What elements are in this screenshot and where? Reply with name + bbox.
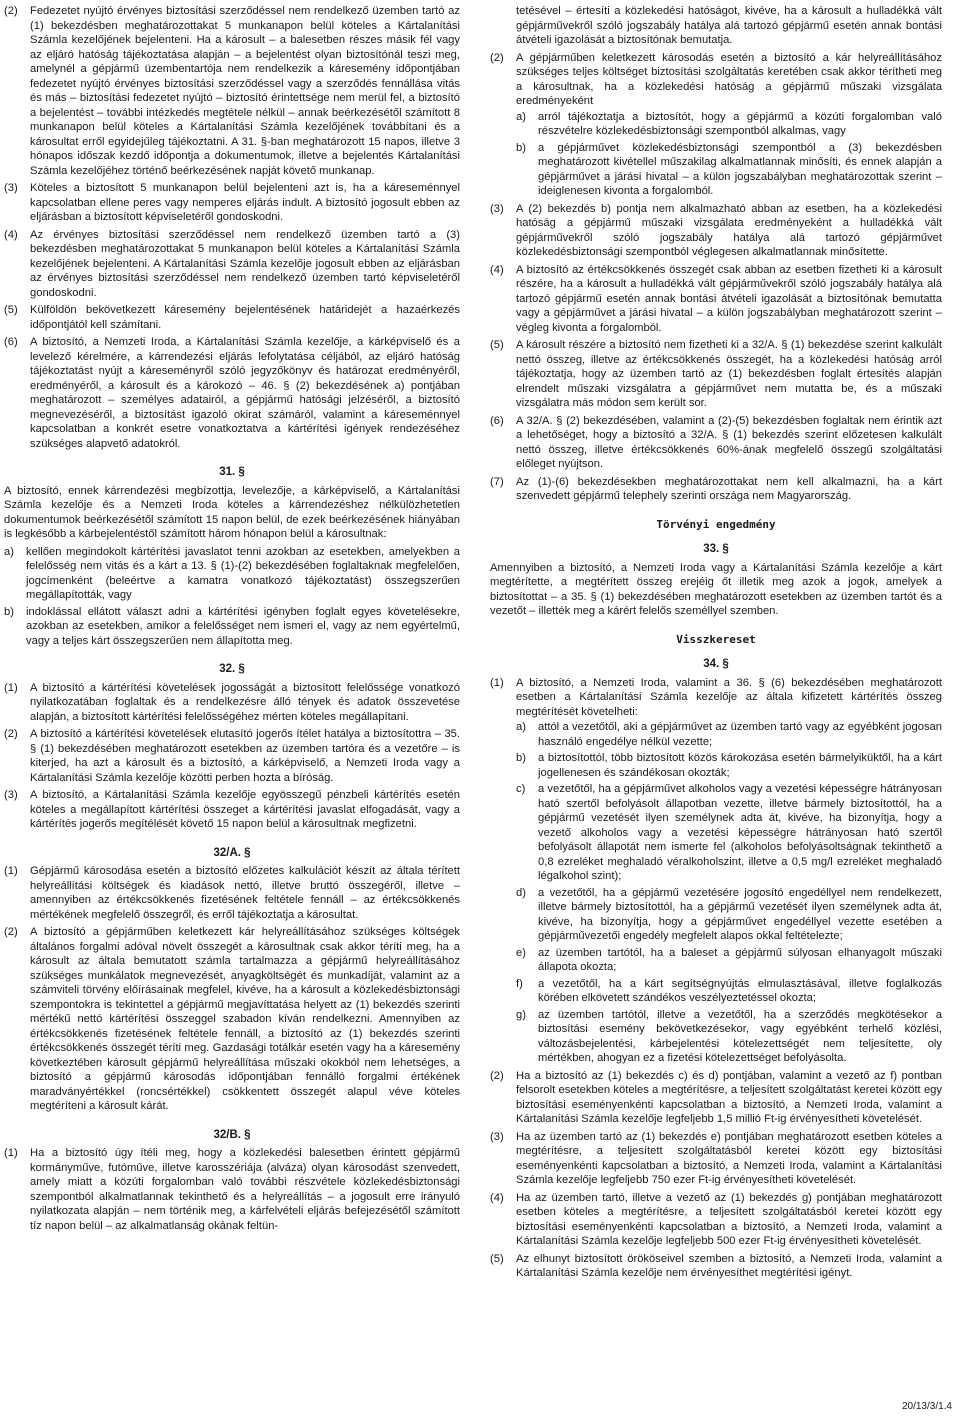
item-number: (6) — [490, 414, 504, 427]
item-text: A biztosító az értékcsökkenés összegét csak abban az esetben fizetheti ki a károsult részére, ha a károsult a hulladékká vált gépjárművekről szóló jogszabály hatálya alá tartozó gépjármű esetén annak bontási átvételi igazolását a biztosítónak bemutatta vagy a gépjárművet a járási hivatal – a külön jogszabályban meghatározott szerint – végleg kivonta a forgalomból. — [516, 263, 942, 334]
item-number: (1) — [4, 1147, 18, 1159]
section-heading-32: 32. § — [219, 663, 245, 675]
sub-item-letter: g) — [516, 1008, 526, 1021]
sub-item-text: a gépjárművet közlekedésbiztonsági szempontból a (3) bekezdésben meghatározott kivétellel műszakilag alkalmatlannak minősíti, és ennek alapján a gépjárművet a járási hivatal – a külön jogszabályban meghatározottak szerint – ideiglenesen kivonta a forgalomból. — [538, 141, 942, 197]
item-text: A biztosító, a Nemzeti Iroda, valamint a 36. § (6) bekezdésében meghatározott esetben a Kártalanítási Számla kezelője az általa kifizetett kártérítés összeg megtérítését követelheti: — [516, 676, 942, 718]
section-heading-31: 31. § — [219, 466, 245, 478]
item-number: (5) — [490, 339, 504, 351]
sub-item-text: az üzemben tartótól, ha a baleset a gépjármű súlyosan elhanyagolt műszaki állapota okozta; — [538, 946, 942, 973]
sub-item-text: az üzemben tartótól, illetve a vezetőtől, ha a szerződés megkötésekor a biztosítási esemény bekövetkezésekor, vagy egyébként terhelő közlési, változásbejelentési, kárbejelentési kötelezettségét nem teljesítette, oly mértékben, ahogyan ez a fizetési kötelezettséget befolyásolta. — [538, 1008, 942, 1064]
item-text: A (2) bekezdés b) pontja nem alkalmazható abban az esetben, ha a közlekedési hatóság a gépjármű műszaki vizsgálata eredményeként a hulladékká vált gépjárművekről szóló jogszabály hatálya alá tartozó gépjárművet közlekedésbiztonsági szempontból véglegesen alkalmatlannak minősítette. — [516, 202, 942, 258]
sub-item — [516, 751, 942, 780]
sub-item-text: a vezetőtől, ha a gépjárművet alkoholos vagy a vezetési képességre hátrányosan ható szertől befolyásolt állapotban vezette, illetve bármely biztosítottól, ha a gépjármű vezetését ilyen személynek adta át, kivéve, ha bizonyítja, hogy a vezető alkoholos vagy a vezetési képességre hátrányosan ható szertől befolyásolt állapotát nem ismerte fel (alkoholos befolyásoltságnak tekinthető a 0,8 ezreléket meghaladó véralkoholszint, illetve a 0,5 mg/l ezreléket meghaladó légalkohol szint); — [538, 783, 942, 882]
paragraph-item — [490, 676, 942, 1066]
item-number: (3) — [490, 1130, 504, 1143]
sub-item — [516, 110, 942, 139]
sub-item-letter: b) — [516, 141, 526, 154]
sub-item — [516, 886, 942, 944]
item-text: Fedezetet nyújtó érvényes biztosítási szerződéssel nem rendelkező üzemben tartó az (1) bekezdésben meghatározottakat 5 munkanapon belül köteles a Kártalanítási Számla kezelőjének bejelenteni. Ha a károsult – a balesetben részes másik fél vagy az eljáró hatóság tájékoztatása alapján – a bejelentést olyan biztosítónál teszi meg, amelynél a gépjármű üzembentartója nem rendelkezik a káresemény időpontjában fedezetet nyújtó érvényes biztosítási szerződéssel vagy a szerződés fennállása vitás és más – biztosítási fedezetet nyújtó – biztosító érintettsége nem merül fel, a biztosító a bejelentést – további intézkedés megtétele nélkül – annak beérkezésétől számított 8 munkanapon belül köteles a Kártalanítási Számla kezelőjének továbbítani és a károsultat erről egyidejűleg tájékoztatni. A 31. §-ban meghatározott 15 napos, illetve 3 hónapos időszak kezdő időpontja a dokumentumok, illetve a bejelentés Kártalanítási Számla kezelőjéhez történő beérkezésének napját követő munkanap. — [30, 5, 460, 177]
paragraph-item — [4, 681, 460, 725]
item-text: A károsult részére a biztosító nem fizetheti ki a 32/A. § (1) bekezdése szerint kalkulált nettó összeg, illetve az értékcsökkenés összegét, ha a közlekedési hatóság arról tájékoztatja, hogy az üzemben tartó az (1) bekezdésben foglalt értesítés alapján elrendelt műszaki vizsgálatra a gépjárművet nem mutatta be, és a műszaki vizsgálatra más módon sem került sor. — [516, 339, 942, 409]
sub-item — [516, 720, 942, 749]
sub-item-text: kellően megindokolt kártérítési javaslatot tenni azokban az esetekben, amelyekben a felelősség nem vitás és a kárt a 13. § (1)-(2) bekezdésében foglaltaknak megfelelően, jogcímenként (beleértve a kamatra vonatkozó tájékoztatást) összegszerűen megállapították, vagy — [26, 545, 460, 601]
paragraph-item — [4, 788, 460, 832]
paragraph-item — [4, 1146, 460, 1233]
sub-item-text: a biztosítottól, több biztosított közös károkozása esetén bármelyiküktől, ha a kárt jogellenesen és szándékosan okozták; — [538, 752, 942, 779]
item-number: (2) — [4, 926, 18, 938]
page-code: 20/13/3/1.4 — [901, 1400, 952, 1412]
item-text: Ha a biztosító az (1) bekezdés c) és d) pontjában, valamint a vezető az f) pontban felsorolt esetekben köteles a megtérítésre, a teljesített szolgáltatást keretei között egy biztosítási eseményenkénti kapcsolatban a biztosító, a Nemzeti Iroda, valamint a Kártalanítási Számla kezelője legfeljebb 1,5 millió Ft-ig érvényesítheti követelését. — [516, 1069, 942, 1125]
paragraph-item — [4, 925, 460, 1114]
sub-item-letter: a) — [516, 110, 526, 123]
item-number: (5) — [490, 1252, 504, 1265]
item-number: (1) — [4, 865, 18, 877]
paragraph-item — [4, 864, 460, 922]
subtitle-visszkereset: Visszkereset — [676, 632, 756, 646]
item-number: (1) — [490, 676, 504, 689]
item-text: A gépjárműben keletkezett károsodás esetén a biztosító a kár helyreállításához szükséges teljes költséget biztosítási szolgáltatás keretében csak akkor térítheti meg a károsultnak, ha a közlekedési hatóság a gépjármű műszaki vizsgálata eredményeként — [516, 51, 942, 107]
paragraph-item — [490, 1130, 942, 1188]
section-heading-32b: 32/B. § — [213, 1128, 251, 1141]
item-text: Gépjármű károsodása esetén a biztosító előzetes kalkulációt készít az általa térített helyreállítási költségek és kiadások nettó, illetve bruttó összegéről, illetve – amennyiben az értékcsökkenés fizetésének feltétele fennáll – az értékcsökkenés mértékének megfelelő összegről, és erről tájékoztatja a károsultat. — [30, 865, 460, 921]
sub-item-letter: b) — [516, 752, 526, 764]
sub-item-letter: c) — [516, 783, 526, 795]
paragraph-item — [490, 51, 942, 199]
left-column — [4, 4, 460, 1236]
right-column — [490, 4, 942, 1284]
sub-item-text: a vezetőtől, ha a gépjármű vezetésére jogosító engedéllyel nem rendelkezett, illetve bármely biztosítottól, ha a gépjármű vezetését ilyen személynek adta át, kivéve, ha bizonyítja, hogy a gépjárművet engedéllyel vezette esetében a gépjárművezetői engedély megfelelt alapos okkal feltételezte; — [538, 886, 942, 942]
paragraph-item — [490, 202, 942, 260]
sub-item-text: arról tájékoztatja a biztosítót, hogy a gépjármű a közúti forgalomban való részvételre közlekedésbiztonsági szempontból alkalmas, vagy — [538, 110, 942, 137]
paragraph-item — [4, 228, 460, 301]
item-number: (3) — [4, 789, 18, 801]
sub-item — [4, 545, 460, 603]
sub-item-letter: b) — [4, 605, 14, 618]
sub-item — [4, 605, 460, 649]
item-number: (4) — [490, 263, 504, 276]
sub-list — [516, 720, 942, 1066]
sub-item-text: indoklással ellátott választ adni a kártérítési igényben foglalt egyes követelésekre, azokban az esetekben, amikor a felelősséget nem ismeri el, vagy az nem egyértelmű, vagy a teljes kárt összegszerűen nem állapította meg. — [26, 605, 460, 647]
item-number: (2) — [4, 728, 18, 740]
item-text: A biztosító a kártérítési követelések jogosságát a biztosított felelőssége vonatkozó nyilatkozatában foglaltak és a rendelkezésre álló tények és adatok összevetése alapján, a biztosított kártérítési felelősségéhez mérten köteles megállapítani. — [30, 681, 460, 723]
sub-item-letter: d) — [516, 886, 526, 899]
item-number: (5) — [4, 304, 18, 316]
subtitle-torvenyi-engedmeny: Törvényi engedmény — [656, 517, 776, 531]
sub-item-letter: f) — [516, 977, 523, 990]
item-text: A biztosító a kártérítési követelések elutasító jogerős ítélet hatálya a biztosítottra – 35. § (1) bekezdésében meghatározott esetekben az üzemben tartóra és a vezetőre – is kiterjed, ha azt a károsult és a biztosító, a kárképviselő, a Nemzeti Iroda vagy a Kártalanítási Számla kezelője közötti perben hozta a bíróság. — [30, 728, 460, 784]
item-number: (1) — [4, 681, 18, 694]
paragraph-item — [490, 263, 942, 336]
item-text: A biztosító, a Kártalanítási Számla kezelője egyösszegű pénzbeli kártérítés esetén köteles a megállapított kártérítési összeget a kártérítési javaslat elfogadását, vagy a kártérítés jogerős megítélését követő 15 napon belül a károsultnak megfizetni. — [30, 789, 460, 830]
sub-item — [516, 141, 942, 199]
paragraph-item — [4, 335, 460, 451]
paragraph-item — [490, 414, 942, 472]
item-text: Külföldön bekövetkezett káresemény bejelentésének határidejét a hazaérkezés időpontjától kell számítani. — [30, 304, 460, 331]
item-text: Ha a biztosító úgy ítéli meg, hogy a közlekedési balesetben érintett gépjármű kormányműve, futóműve, illetve karosszériája (alváza) olyan károsodást szenvedett, amely miatt a közúti forgalomban való további részvétele közlekedésbiztonsági szempontból alkalmatlannak tekinthető és a helyreállítás – a jogosult erre irányuló nyilatkozata alapján – nem történik meg, a kárfelvételi eljárás befejezésétől számított tíz napon belül – az alkalmatlanság okának feltün- — [30, 1147, 460, 1232]
section-heading-32a: 32/A. § — [213, 846, 251, 859]
section-heading-34: 34. § — [703, 658, 729, 670]
item-number: (2) — [4, 5, 18, 17]
paragraph-item — [490, 1191, 942, 1249]
sub-item-text: attól a vezetőtől, aki a gépjárművet az üzemben tartó vagy az egyébként jogosan használó engedélye nélkül vezette; — [538, 721, 942, 748]
section-intro: A biztosító, ennek kárrendezési megbízottja, levelezője, a kárképviselő, a Kártalanítási Számla kezelője és a Nemzeti Iroda köteles a kárrendezéshez nélkülözhetetlen dokumentumok beérkezésétől számított 15 napon belül, de ezek beérkezésének hiányában is legkésőbb a kárbejelentéstől számított három hónapon belül a károsultnak: — [4, 484, 460, 540]
sub-item — [516, 782, 942, 884]
item-number: (3) — [4, 182, 18, 194]
sub-item — [516, 946, 942, 975]
paragraph-item — [4, 4, 460, 178]
item-text: Az (1)-(6) bekezdésekben meghatározottakat nem kell alkalmazni, ha a kárt szenvedett gépjármű telephely szerinti országa nem Magyarország. — [516, 475, 942, 502]
paragraph-item — [490, 338, 942, 411]
item-number: (2) — [490, 51, 504, 64]
item-number: (3) — [490, 202, 504, 215]
continued-paragraph: tetésével – értesíti a közlekedési hatóságot, kivéve, ha a károsult a hulladékká vált gépjárművekről szóló jogszabály hatálya alá tartozó gépjármű esetén annak bontási átvételi igazolását a biztosítónak bemutatja. — [516, 5, 942, 46]
item-text: Az elhunyt biztosított örököseivel szemben a biztosító, a Nemzeti Iroda, valamint a Kártalanítási Számla kezelője nem érvényesíthet megtérítési igényt. — [516, 1252, 942, 1279]
sub-list — [4, 545, 460, 649]
sub-item-letter: a) — [516, 721, 526, 733]
section-heading-33: 33. § — [703, 543, 729, 555]
paragraph-item — [490, 1252, 942, 1281]
item-number: (6) — [4, 336, 18, 348]
item-number: (4) — [490, 1191, 504, 1204]
paragraph-item — [490, 475, 942, 504]
item-text: A 32/A. § (2) bekezdésében, valamint a (2)-(5) bekezdésben foglaltak nem érintik azt a lehetőséget, hogy a biztosító a 32/A. § (1) bekezdés szerint előzetesen kalkulált nettó összeg, illetve értékcsökkenés 60%-ának megfelelő összegű szolgáltatási előleget nyújtson. — [516, 414, 942, 470]
item-number: (4) — [4, 228, 18, 241]
item-number: (7) — [490, 475, 504, 488]
sub-item-letter: e) — [516, 946, 526, 959]
sub-item-text: a vezetőtől, ha a kárt segítségnyújtás elmulasztásával, illetve foglalkozás körében elkövetett szándékos veszélyeztetéssel okozta; — [538, 977, 942, 1004]
sub-item — [516, 1008, 942, 1066]
paragraph-item — [4, 303, 460, 332]
item-text: A biztosító a gépjárműben keletkezett kár helyreállításához szükséges költségek általános forgalmi adóval növelt összegét a károsultnak csak akkor téríti meg, ha a károsult az általa bemutatott számla tartalmazza a gépjármű helyreállításához szükséges munkálatok megnevezését, anyagköltségét és munkadíját, valamint az a számviteli törvény előírásainak megfelel, kivéve, ha a károsult a közlekedésbiztonsági szempontokra is tekintettel a gépjármű megjavíttatása helyett az (1) bekezdés szerinti mértékű nettó kártérítési összeggel szabadon kíván rendelkezni. Amennyiben az értékcsökkenés fizetésének feltétele fennáll, a biztosító az (1) bekezdés szerinti értékcsökkenés összegét téríti meg. Gazdasági totálkár esetén vagy ha a káresemény következtében károsult gépjármű helyreállítása műszaki okokból nem lehetséges, a biztosító a gépjármű károsodás időpontjában fennálló forgalmi értékének maradványértékkel (roncsértékkel) csökkentett összegét alapul véve köteles megtéríteni a károsult kárát. — [30, 926, 460, 1112]
sub-list — [516, 110, 942, 199]
item-text: Köteles a biztosított 5 munkanapon belül bejelenteni azt is, ha a káreseménnyel kapcsolatban ellene peres vagy nemperes eljárás indult. A biztosító jogosult ebben az eljárásban a biztosított képviseletéről gondoskodni. — [30, 182, 460, 223]
sub-item — [516, 977, 942, 1006]
paragraph-item — [4, 181, 460, 225]
item-number: (2) — [490, 1069, 504, 1082]
sub-item-letter: a) — [4, 545, 14, 558]
item-text: Ha az üzemben tartó az (1) bekezdés e) pontjában meghatározott esetben köteles a megtérítésre, a teljesített szolgáltatásból keretei között egy biztosítási eseményenkénti kapcsolatban a biztosító, a Nemzeti Iroda, valamint a Kártalanítási Számla kezelője legfeljebb 750 ezer Ft-ig érvényesítheti követelését. — [516, 1130, 942, 1186]
item-text: A biztosító, a Nemzeti Iroda, a Kártalanítási Számla kezelője, a kárképviselő és a levelező kérelmére, a kárrendezési eljárás lefolytatása céljából, az eljáró hatóság tájékoztatást nyújt a káreseményről szóló jegyzőkönyv és határozat eredményéről, eredményéről, a károsult és a károkozó – 46. § (2) bekezdésének a) pontjában meghatározott – személyes adatairól, a gépjármű hatósági jelzéséről, a biztosító megnevezéséről, a biztosítást igazoló okirat számáról, valamint a káreseménnyel kapcsolatban a konkrét esetre vonatkoztatva a kártérítési igények rendezéséhez szükséges alapvető adatokról. — [30, 336, 460, 450]
paragraph-item — [4, 727, 460, 785]
item-text: Ha az üzemben tartó, illetve a vezető az (1) bekezdés g) pontjában meghatározott esetben köteles a megtérítésre, a teljesített szolgáltatásból keretei között egy biztosítási eseményenkénti kapcsolatban a biztosító, a Nemzeti Iroda, valamint a Kártalanítási Számla kezelője legfeljebb 500 ezer Ft-ig érvényesítheti követelését. — [516, 1191, 942, 1247]
section-text: Amennyiben a biztosító, a Nemzeti Iroda vagy a Kártalanítási Számla kezelője a kárt megtérítette, a megtérített összeg erejéig őt illetik meg azok a jogok, amelyek a biztosítottat – a 35. § (1) bekezdésében meghatározott esetekben az üzemben tartót és a vezetőt – illették meg a kárért felelős személlyel szemben. — [490, 561, 942, 617]
item-text: Az érvényes biztosítási szerződéssel nem rendelkező üzemben tartó a (3) bekezdésben meghatározottakat 5 munkanapon belül köteles a Kártalanítási Számla kezelőjének bejelenteni. A Kártalanítási Számla kezelője jogosult ebben az eljárásban az érvényes biztosítási szerződéssel nem rendelkező üzemben tartó képviseletéről gondoskodni. — [30, 228, 460, 299]
paragraph-item — [490, 1069, 942, 1127]
